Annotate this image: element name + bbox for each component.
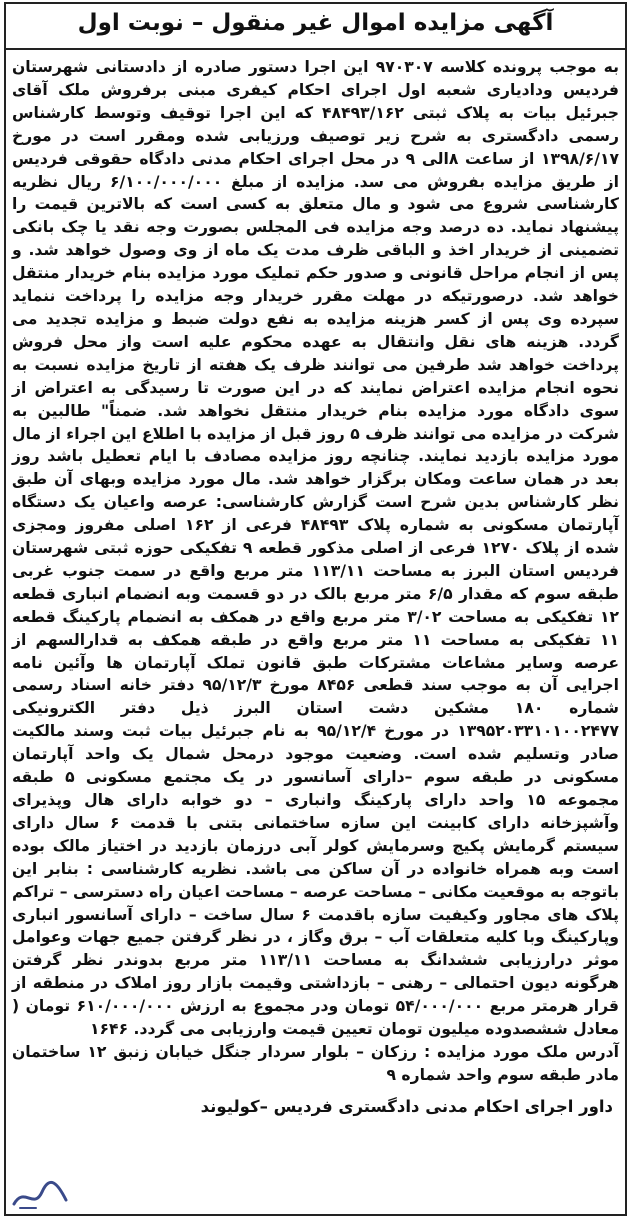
signature-line: داور اجرای احکام مدنی دادگستری فردیس –کولیوند xyxy=(200,1096,613,1116)
handwritten-signature-mark xyxy=(6,1174,76,1214)
property-address: آدرس ملک مورد مزایده : رزکان – بلوار سردار جنگل خیابان زنبق ۱۲ ساختمان مادر طبقه سوم واحد شماره ۹ xyxy=(12,1042,619,1084)
notice-body: به موجب پرونده کلاسه ۹۷۰۳۰۷ این اجرا دستور صادره از دادستانی شهرستان فردیس ودادیاری شعبه اول اجرای احکام کیفری مبنی برفروش ملک آقای جبرئیل بیات به پلاک ثبتی ۴۸۴۹۳/۱۶۲ که این اجرا توقیف وتوسط کارشناس رسمی دادگستری به شرح زیر توصیف ورزیابی شده ومقرر است در مورخ ۱۳۹۸/۶/۱۷ از ساعت ۸الی ۹ در محل اجرای احکام مدنی دادگاه حقوقی فردیس از طریق مزایده بفروش می سد. مزایده از مبلغ ۶/۱۰۰/۰۰۰/۰۰۰ ریال نظریه کارشناسی شروع می شود و مال متعلق به کسی است که بالاترین قیمت را پیشنهاد نماید. ده درصد وجه مزایده فی المجلس بصورت وجه نقد یا چک بانکی تضمینی از خریدار اخذ و الباقی ظرف مدت یک ماه از وی وصول خواهد شد. و پس از انجام مراحل قانونی و صدور حکم تملیک مورد مزایده بنام خریدار منتقل خواهد شد. درصورتیکه در مهلت مقرر خریدار وجه مزایده را پرداخت ننماید سپرده وی پس از کسر هزینه مزایده به نفع دولت ضبط و مزایده تجدید می گردد. هزینه های نقل وانتقال به عهده محکوم علیه است واز محل فروش پرداخت خواهد شد طرفین می توانند ظرف یک هفته از تاریخ مزایده نسبت به نحوه انجام مزایده اعتراض نمایند که در این صورت تا رسیدگی به اعتراض از سوی دادگاه مورد مزایده بنام خریدار منتقل نخواهد شد. ضمناً" طالبین به شرکت در مزایده می توانند ظرف ۵ روز قبل از مزایده با اطلاع این اجراء از مال مورد مزایده بازدید نمایند. چنانچه روز مزایده مصادف با ایام تعطیل باشد روز بعد در همان ساعت ومکان برگزار خواهد شد. مال مورد مزایده وبهای آن طبق نظر کارشناس بدین شرح است گزارش کارشناسی: عرصه واعیان یک دستگاه آپارتمان مسکونی به شماره پلاک ۴۸۴۹۳ فرعی از ۱۶۲ اصلی مفروز ومجزی شده از پلاک ۱۲۷۰ فرعی از اصلی مذکور قطعه ۹ تفکیکی حوزه ثبتی شهرستان فردیس استان البرز به مساحت ۱۱۳/۱۱ متر مربع واقع در سمت جنوب غربی طبقه سوم که مقدار ۶/۵ متر مربع بالک در دو قسمت وبه انضمام انباری قطعه ۱۲ تفکیکی به مساحت ۳/۰۲ متر مربع واقع در همکف به انضمام پارکینگ قطعه ۱۱ تفکیکی به مساحت ۱۱ متر مربع واقع در طبقه همکف به قدارالسهم از عرصه وسایر مشاعات مشترکات طبق قانون تملک آپارتمان ها وآئین نامه اجرایی آن به موجب سند قطعی ۸۴۵۶ مورخ ۹۵/۱۲/۳ دفتر خانه اسناد رسمی شماره ۱۸۰ مشکین دشت استان البرز ذیل دفتر الکترونیکی ۱۳۹۵۲۰۳۳۱۰۱۰۰۲۴۷۷ در مورخ ۹۵/۱۲/۴ به نام جبرئیل بیات ثبت وسند مالکیت صادر وتسلیم شده است. وضعیت موجود درمحل شمال یک واحد آپارتمان مسکونی در طبقه سوم –دارای آسانسور در یک مجتمع مسکونی ۵ طبقه مجموعه ۱۵ واحد دارای پارکینگ وانباری – دو خوابه دارای هال وپذیرای وآشپزخانه دارای کابینت این سازه ساختمانی بتنی با قدمت ۶ سال دارای سیستم گرمایش پکیج وسرمایش کولر آبی درزمان بازدید در اختیاز مالک بوده است وبه همراه خانواده در آن ساکن می باشد. نظریه کارشناسی : بنابر این باتوجه به موقعیت مکانی – مساحت عرصه – مساحت اعیان راه دسترسی – تراکم پلاک های مجاور وکیفیت سازه باقدمت ۶ سال ساخت – دارای آسانسور انباری وپارکینگ وبا کلیه متعلقات آب – برق وگاز ، در نظر گرفتن جمیع جهات وعوامل موثر درارزیابی ششدانگ به مساحت ۱۱۳/۱۱ متر مربع بدوندر نظر گرفتن هرگونه دیون احتمالی – رهنی – بازداشتی وقیمت بازار روز املاک در منطقه از قرار هرمتر مربع ۵۴/۰۰۰/۰۰۰ تومان ودر مجموع به ارزش ۶۱۰/۰۰۰/۰۰۰ تومان ( معادل ششصدوده میلیون تومان تعیین قیمت وارزیابی می گردد. ۱۶۴۶ xyxy=(12,58,620,1039)
notice-title: آگهی مزایده اموال غیر منقول – نوبت اول xyxy=(4,4,627,50)
